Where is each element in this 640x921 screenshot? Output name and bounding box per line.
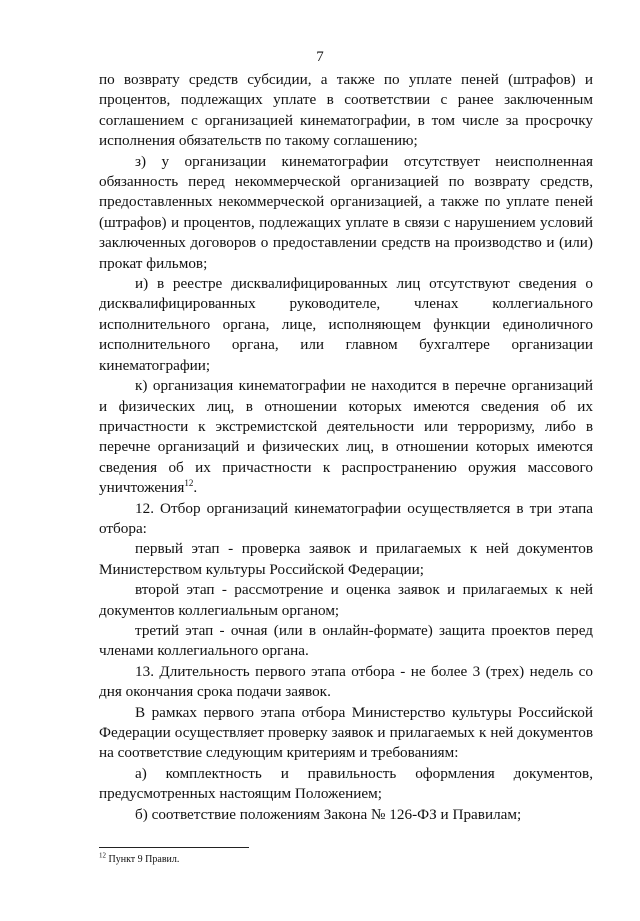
footnote-text: Пункт 9 Правил. (108, 854, 180, 865)
paragraph-item-z: з) у организации кинематографии отсутствует неисполненная обязанность перед некоммерческой организацией по возврату средств, предоставленных некоммерческой организацией, а также по уплате пеней (штрафов) и процентов, подлежащих уплате в связи с нарушением условий заключенных договоров о предоставлении средств на производство и (или) прокат фильмов; (99, 152, 593, 272)
paragraph-section-12: 12. Отбор организаций кинематографии осуществляется в три этапа отбора: (99, 499, 593, 537)
footnote-marker: 12 (99, 851, 106, 860)
paragraph-item-i: и) в реестре дисквалифицированных лиц отсутствуют сведения о дисквалифицированных руководителе, членах коллегиального исполнительного органа, лице, исполняющем функции единоличного исполнительного органа, или главном бухгалтере организации кинематографии; (99, 275, 593, 374)
page-number: 7 (316, 49, 324, 65)
paragraph-criterion-b: б) соответствие положениям Закона № 126-ФЗ и Правилам; (135, 805, 522, 823)
paragraph-stage-2: второй этап - рассмотрение и оценка заявок и прилагаемых к ней документов коллегиальным органом; (99, 581, 593, 619)
paragraph-stage-3: третий этап - очная (или в онлайн-формате) защита проектов перед членами коллегиального органа. (99, 621, 593, 660)
paragraph-first-stage-checks: В рамках первого этапа отбора Министерство культуры Российской Федерации осуществляет проверку заявок и прилагаемых к ней документов на соответствие следующим критериям и требованиям: (99, 703, 593, 762)
paragraph-continuation: по возврату средств субсидии, а также по уплате пеней (штрафов) и процентов, подлежащих уплате в соответствии с ранее заключенным соглашением с организацией кинематографии, в том числе за просрочку исполнения обязательств по такому соглашению; (99, 71, 593, 150)
paragraph-stage-1: первый этап - проверка заявок и прилагаемых к ней документов Министерством культуры Российской Федерации; (99, 540, 593, 578)
document-body (99, 70, 593, 825)
footnote (99, 853, 593, 866)
paragraph-section-13: 13. Длительность первого этапа отбора - не более 3 (трех) недель со дня окончания срока подачи заявок. (99, 662, 593, 701)
footnote-divider (99, 847, 249, 848)
footnote-reference: 12 (184, 478, 194, 489)
paragraph-item-k: к) организация кинематографии не находится в перечне организаций и физических лиц, в отношении которых имеются сведения об их причастности к экстремистской деятельности или терроризму, либо в перечне организаций и физических лиц, в отношении которых имеются сведения об их причастности к распространению оружия массового уничтожения$^{12}$. (99, 377, 593, 497)
paragraph-criterion-a: а) комплектность и правильность оформления документов, предусмотренных настоящим Положением; (99, 764, 593, 803)
